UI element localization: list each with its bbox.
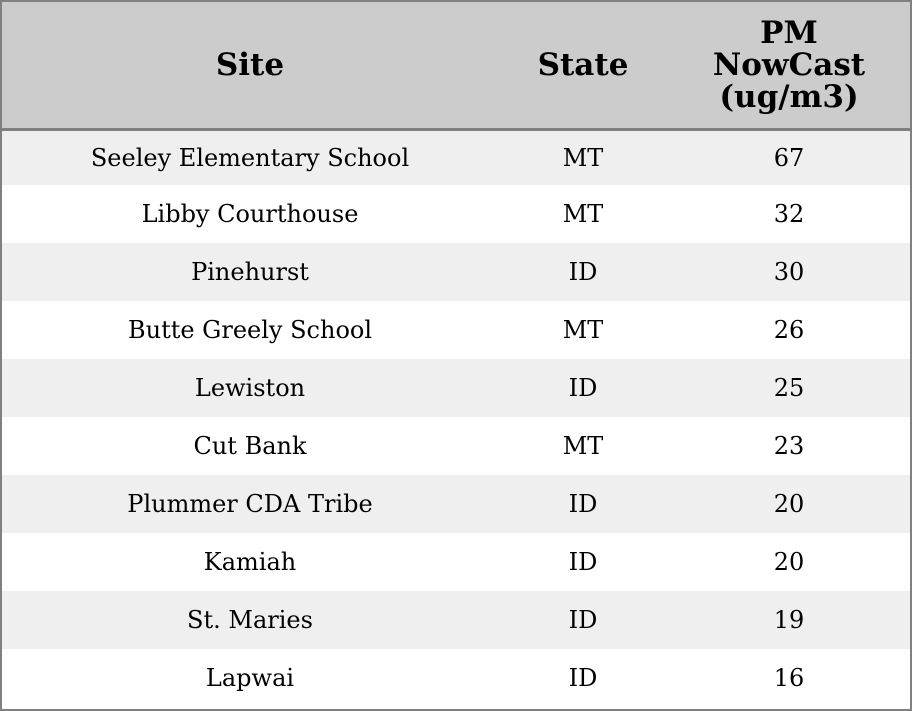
pm-value-cell: 30 (773, 258, 805, 286)
header-pm-nowcast: PM NowCast (ug/m3) (668, 2, 910, 129)
table-row (2, 301, 910, 359)
site-cell: Seeley Elementary School (90, 143, 410, 172)
table-header (2, 2, 910, 129)
pm-value-cell: 25 (773, 374, 805, 402)
site-cell: Lewiston (194, 374, 306, 402)
pm-value-cell: 23 (773, 432, 805, 460)
pm-value-cell: 20 (773, 490, 805, 518)
header-site: Site (2, 2, 498, 129)
header-state: State (498, 2, 668, 129)
pm-value-cell: 26 (773, 316, 805, 344)
state-cell: MT (562, 316, 604, 344)
state-cell: ID (568, 258, 598, 286)
table-row (2, 129, 910, 185)
site-cell: Kamiah (203, 548, 297, 576)
site-cell: Plummer CDA Tribe (127, 490, 373, 518)
site-cell: Butte Greely School (127, 316, 373, 344)
table-row (2, 243, 910, 301)
table-row (2, 359, 910, 417)
state-cell: ID (568, 548, 598, 576)
table-body (2, 129, 910, 707)
pm-value-cell: 32 (773, 200, 805, 228)
state-cell: ID (568, 606, 598, 634)
table-row (2, 533, 910, 591)
table-row (2, 185, 910, 243)
pm-value-cell: 20 (773, 548, 805, 576)
table-row (2, 591, 910, 649)
state-cell: ID (568, 490, 598, 518)
pm-value-cell: 67 (773, 143, 805, 172)
state-cell: MT (562, 200, 604, 228)
state-cell: ID (568, 374, 598, 402)
pm-value-cell: 16 (773, 664, 805, 692)
table-row (2, 417, 910, 475)
site-cell: Lapwai (205, 664, 295, 692)
table-row (2, 649, 910, 707)
pm-nowcast-table (2, 2, 910, 707)
site-cell: Pinehurst (191, 258, 309, 286)
site-cell: Cut Bank (193, 432, 307, 460)
site-cell: Libby Courthouse (141, 200, 359, 228)
pm-value-cell: 19 (773, 606, 805, 634)
table-row (2, 475, 910, 533)
state-cell: ID (568, 664, 598, 692)
state-cell: MT (562, 143, 604, 172)
state-cell: MT (562, 432, 604, 460)
site-cell: St. Maries (187, 606, 313, 634)
header-row (2, 2, 910, 129)
